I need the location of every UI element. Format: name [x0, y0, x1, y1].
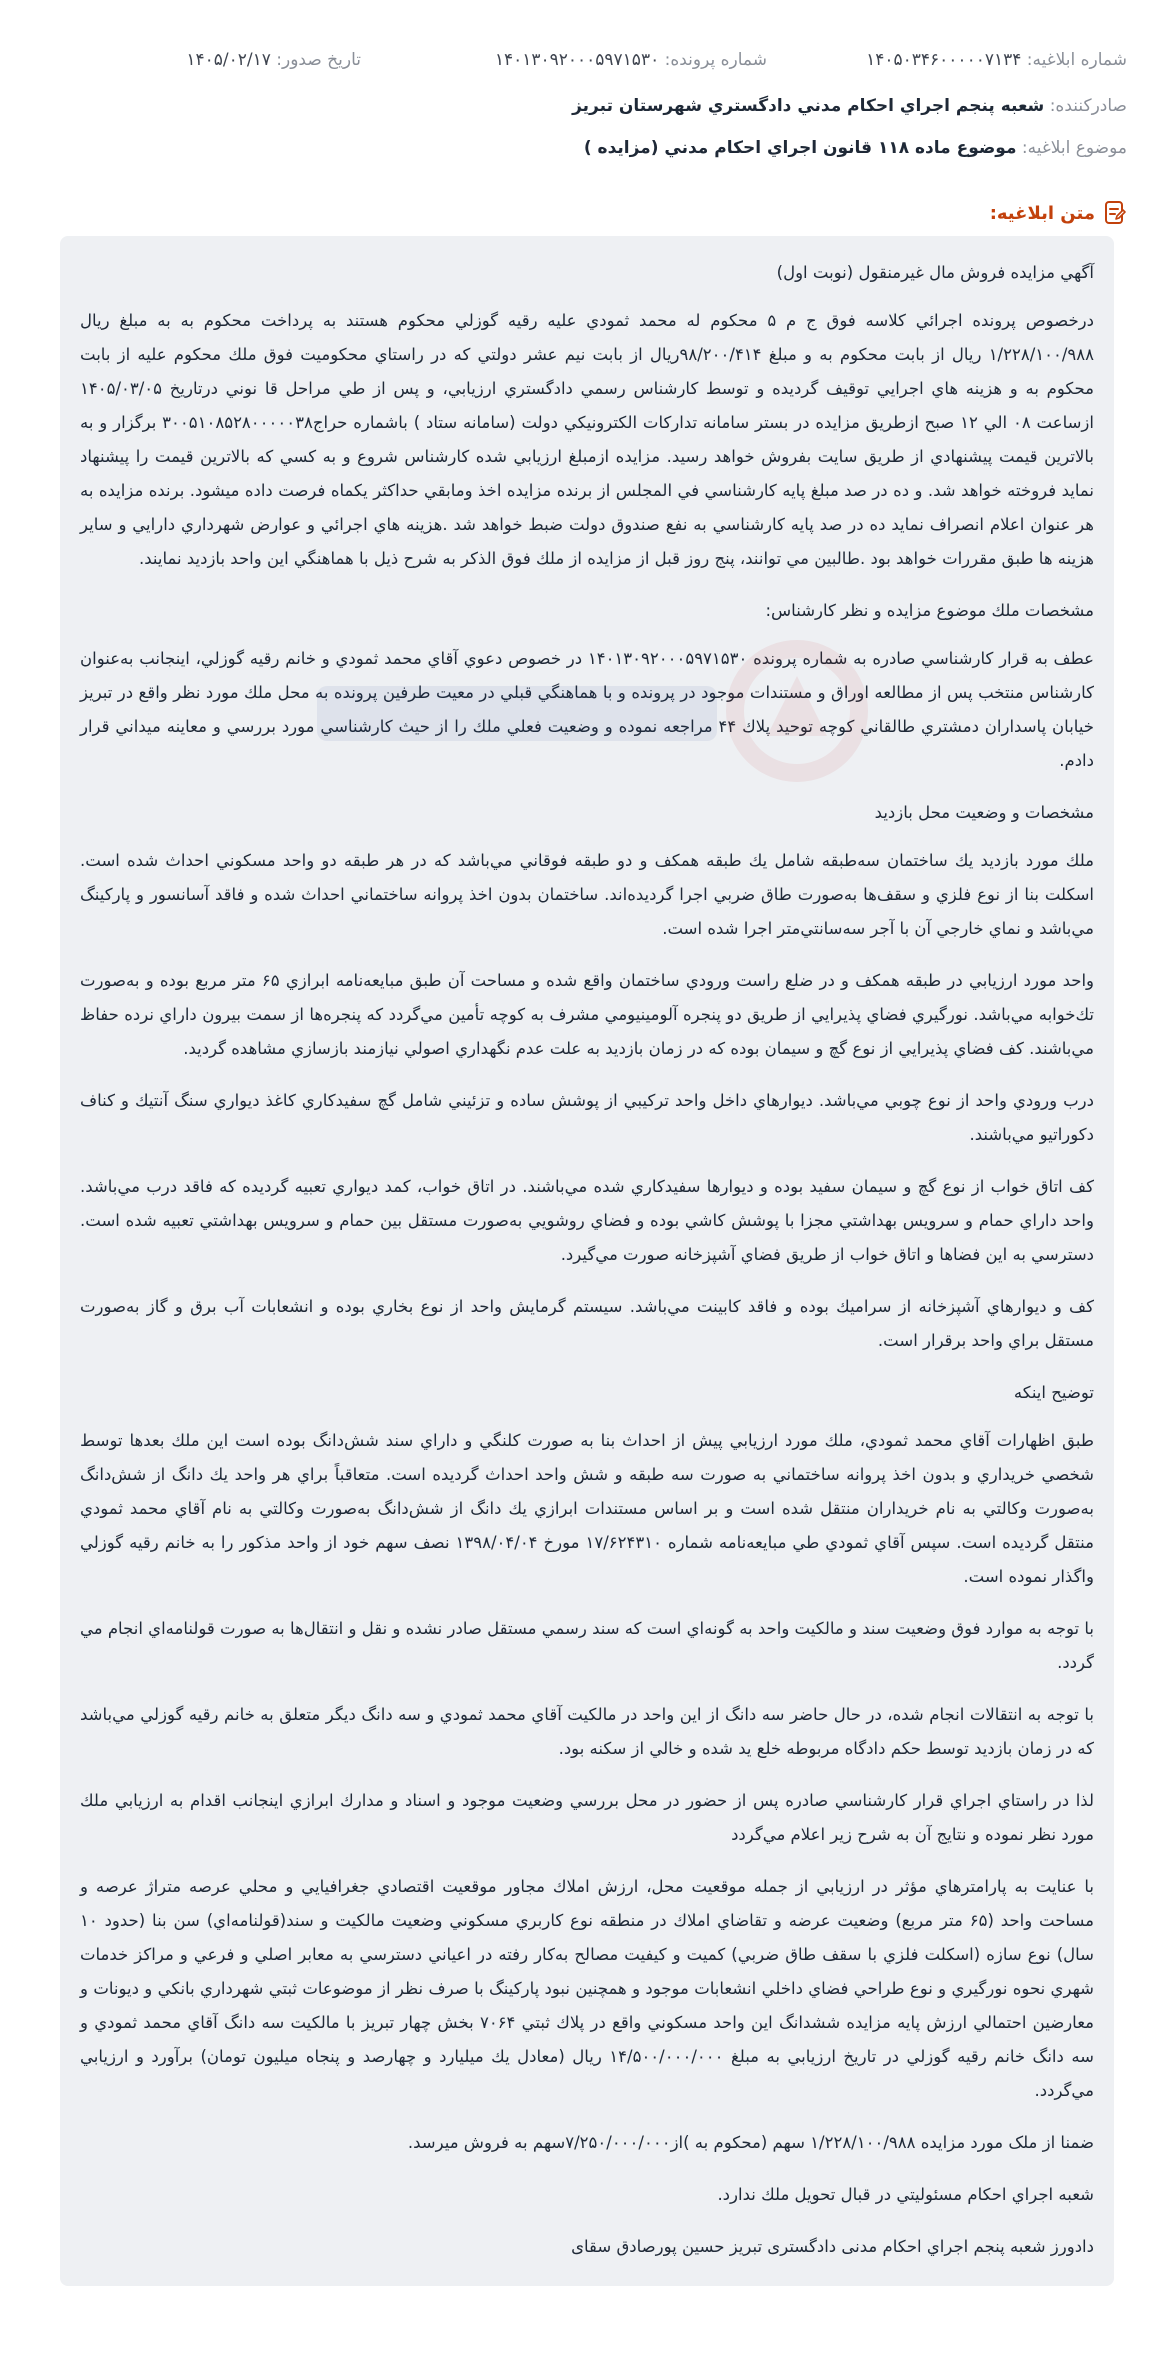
notice-paragraph: عطف به قرار كارشناسي صادره به شماره پرونده ۱۴۰۱۳۰۹۲۰۰۰۵۹۷۱۵۳۰ در خصوص دعوي آقاي محمد ثمودي و خانم رقيه گوزلي، اينجانب به‌عنوان كارشناس منتخب پس از مطالعه اوراق و مستندات موجود در پرونده و با هماهنگي قبلي در معيت طرفين پرونده به محل ملك مورد نظر واقع در تبريز خيابان پاسداران دمشتري طالقاني كوچه توحيد پلاك ۴۴ مراجعه نموده و وضعيت فعلي ملك را از حيث كارشناسي مورد بررسي و معاينه ميداني قرار دادم. [80, 649, 1094, 770]
notice-subheading: مشخصات و وضعيت محل بازديد [874, 803, 1094, 822]
issuer-value: شعبه پنجم اجراي احكام مدني دادگستري شهرستان تبريز [572, 96, 1045, 116]
notice-paragraph: ضمنا از ملک مورد مزايده ۱/۲۲۸/۱۰۰/۹۸۸ سهم (محکوم به )از۷/۲۵۰/۰۰۰/۰۰۰سهم به فروش ميرسد. [407, 2133, 1094, 2152]
notice-paragraph: شعبه اجراي احكام مسئوليتي در قبال تحويل ملك ندارد. [717, 2185, 1094, 2204]
notice-paragraph: كف اتاق خواب از نوع گچ و سيمان سفيد بوده و ديوارها سفيدكاري شده مي‌باشند. در اتاق خواب، كمد ديواري تعبيه گرديده كه فاقد درب مي‌باشد. واحد داراي حمام و سرويس بهداشتي مجزا با پوشش كاشي بوده و فضاي روشويي به‌صورت مستقل بين حمام و سرويس بهداشتي تعبيه شده است. دسترسي به اين فضاها و اتاق خواب از طريق فضاي آشپزخانه صورت مي‌گيرد. [80, 1177, 1094, 1264]
notice-paragraph: با توجه به موارد فوق وضعيت سند و مالكيت واحد به گونه‌اي است كه سند رسمي مستقل صادر نشده و نقل و انتقال‌ها به صورت قولنامه‌اي انجام مي گردد. [80, 1619, 1094, 1672]
notice-meta-row [47, 50, 1127, 80]
case-number [495, 50, 767, 70]
case-number-value: ۱۴۰۱۳۰۹۲۰۰۰۵۹۷۱۵۳۰ [494, 50, 660, 70]
subject-label: موضوع ابلاغیه: [1021, 138, 1127, 158]
notice-paragraph: واحد مورد ارزيابي در طبقه همكف و در ضلع راست ورودي ساختمان واقع شده و مساحت آن طبق مبايعه‌نامه ابرازي ۶۵ متر مربع بوده و به‌صورت تك‌خوابه مي‌باشد. نورگيري فضاي پذيرايي از طريق دو پنجره آلومينيومي مشرف به كوچه تأمين مي‌گردد كه پنجره‌ها از سمت بيرون داراي نرده حفاظ مي‌باشند. كف فضاي پذيرايي از نوع گچ و سيمان بوده كه در زمان بازديد به علت عدم نگهداري اصولي نيازمند بازسازي مشاهده گرديد. [80, 971, 1094, 1058]
issue-date [186, 50, 361, 70]
notice-paragraph: ملك مورد بازديد يك ساختمان سه‌طبقه شامل يك طبقه همكف و دو طبقه فوقاني مي‌باشد كه در هر طبقه دو واحد مسكوني احداث شده است. اسكلت بنا از نوع فلزي و سقف‌ها به‌صورت طاق ضربي اجرا گرديده‌اند. ساختمان بدون اخذ پروانه ساختماني احداث شده و فاقد آسانسور و پاركينگ مي‌باشد و نماي خارجي آن با آجر سه‌سانتي‌متر اجرا شده است. [80, 851, 1094, 938]
notice-paragraph: با توجه به انتقالات انجام شده، در حال حاضر سه دانگ از اين واحد در مالكيت آقاي محمد ثمودي و سه دانگ ديگر متعلق به خانم رقيه گوزلي مي‌باشد كه در زمان بازديد توسط حكم دادگاه مربوطه خلع يد شده و خالي از سكنه بود. [80, 1705, 1094, 1758]
subject-value: موضوع ماده ۱۱۸ قانون اجراي احكام مدني (مزايده ) [583, 138, 1017, 158]
notice-text-heading [990, 196, 1127, 230]
notice-number-value: ۱۴۰۵۰۳۴۶۰۰۰۰۰۷۱۳۴ [866, 50, 1022, 70]
issue-date-value: ۱۴۰۵/۰۲/۱۷ [186, 50, 271, 70]
notice-body [60, 236, 1114, 2286]
notice-subheading: مشخصات ملك موضوع مزايده و نظر كارشناس: [765, 601, 1094, 620]
notice-paragraph: كف و ديوارهاي آشپزخانه از سراميك بوده و فاقد كابينت مي‌باشد. سيستم گرمايش واحد از نوع بخاري بوده و انشعابات آب برق و گاز به‌صورت مستقل براي واحد برقرار است. [80, 1297, 1094, 1350]
issuer-line [47, 96, 1127, 116]
notice-text-title: متن ابلاغیه: [989, 202, 1095, 224]
notice-paragraph: با عنايت به پارامترهاي مؤثر در ارزيابي از جمله موقعيت محل، ارزش املاك مجاور موقعيت اقتصادي جغرافيايي و محلي عرصه متراژ عرصه و مساحت واحد (۶۵ متر مربع) وضعيت عرضه و تقاضاي املاك در منطقه نوع كاربري مسكوني وضعيت مالكيت و سند(قولنامه‌اي) سن بنا (حدود ۱۰ سال) نوع سازه (اسكلت فلزي با سقف طاق ضربي) كميت و كيفيت مصالح به‌كار رفته در اعياني دسترسي به معابر اصلي و فرعي و مراكز خدمات شهري نحوه نورگيري و نوع طراحي فضاي داخلي انشعابات موجود و همچنين نبود پاركينگ با صرف نظر از موضوعات ثبتي شهرداري بانكي و ديونات و معارضين احتمالي ارزش پايه مزايده ششدانگ اين واحد مسكوني واقع در پلاك ثبتي ۷۰۶۴ بخش چهار تبريز با مالكيت سه دانگ آقاي محمد ثمودي و سه دانگ خانم رقيه گوزلي در تاريخ ارزيابي به مبلغ ۱۴/۵۰۰/۰۰۰/۰۰۰ ريال (معادل يك ميليارد و چهارصد و پنجاه ميليون تومان) برآورد و ارزيابي مي‌گردد. [80, 1877, 1095, 2100]
notice-number [866, 50, 1127, 70]
case-number-label: شماره پرونده: [664, 50, 767, 70]
notice-subheading: آگهي مزايده فروش مال غيرمنقول (نوبت اول) [776, 263, 1094, 282]
notice-number-label: شماره ابلاغیه: [1026, 50, 1127, 70]
notice-paragraph: دادورز شعبه پنجم اجراي احكام مدنی دادگستری تبريز حسين پورصادق سقای [571, 2237, 1094, 2256]
notice-paragraphs [80, 256, 1094, 2264]
notice-paragraph: طبق اظهارات آقاي محمد ثمودي، ملك مورد ارزيابي پيش از احداث بنا به صورت كلنگي و داراي سند شش‌دانگ بوده است اين ملك بعدها توسط شخصي خريداري و بدون اخذ پروانه ساختماني به صورت سه طبقه و شش واحد احداث گرديده است. متعاقباً براي هر واحد يك دانگ از شش‌دانگ به‌صورت وكالتي به نام خريداران منتقل شده است و بر اساس مستندات ابرازي يك دانگ از شش‌دانگ به‌صورت وكالتي به نام آقاي محمد ثمودي منتقل گرديده است. سپس آقاي ثمودي طي مبايعه‌نامه شماره ۱۷/۶۲۴۳۱۰ مورخ ۱۳۹۸/۰۴/۰۴ نصف سهم خود از واحد مذكور را به خانم رقيه گوزلي واگذار نموده است. [80, 1431, 1094, 1586]
issuer-label: صادرکننده: [1049, 96, 1127, 116]
notice-paragraph: لذا در راستاي اجراي قرار كارشناسي صادره پس از حضور در محل بررسي وضعيت موجود و اسناد و مدارك ابرازي اينجانب اقدام به ارزيابي ملك مورد نظر نموده و نتايج آن به شرح زير اعلام مي‌گردد [80, 1791, 1094, 1844]
document-icon [1103, 200, 1127, 226]
subject-line [47, 138, 1127, 158]
notice-subheading: توضيح اينكه [1013, 1383, 1094, 1402]
issue-date-label: تاریخ صدور: [276, 50, 361, 70]
notice-paragraph: درب ورودي واحد از نوع چوبي مي‌باشد. ديوارهاي داخل واحد تركيبي از پوشش ساده و تزئيني شامل گچ سفيدكاري كاغذ ديواري سنگ آنتيك و كناف دكوراتيو مي‌باشند. [80, 1091, 1094, 1144]
notice-paragraph: درخصوص پرونده اجرائي كلاسه فوق ج م ۵ محكوم له محمد ثمودي عليه رقيه گوزلي محكوم هستند به پرداخت محكوم به به مبلغ ريال ۱/۲۲۸/۱۰۰/۹۸۸ ريال از بابت محكوم به و مبلغ ۹۸/۲۰۰/۴۱۴ريال از بابت نيم عشر دولتي كه در راستاي محكوميت فوق ملك محكوم عليه از بابت محكوم به و هزينه هاي اجرايي توقيف گرديده و توسط كارشناس رسمي دادگستري ارزيابي، و پس از طي مراحل قا نوني درتاريخ ۱۴۰۵/۰۳/۰۵ ازساعت ۰۸ الي ۱۲ صبح ازطريق مزايده در بستر سامانه تداركات الكترونيكي دولت (سامانه ستاد ) باشماره حراج۳۰۰۵۱۰۸۵۲۸۰۰۰۰۰۳۸ برگزار و به بالاترين قيمت پيشنهادي از طريق سايت بفروش خواهد رسيد. مزايده ازمبلغ ارزيابي شده كارشناس شروع و به كسي كه بالاترين قيمت را پيشنهاد نمايد فروخته خواهد شد. و ده در صد مبلغ پايه كارشناسي في المجلس از برنده مزايده اخذ ومابقي حداكثر يكماه فرصت داده ميشود. برنده مزايده به هر عنوان اعلام انصراف نمايد ده در صد پايه كارشناسي به نفع صندوق دولت ضبط خواهد شد .هزينه هاي اجرائي و عوارض شهرداري دارايي و ساير هزينه ها طبق مقررات خواهد بود .طالبين مي توانند، پنج روز قبل از مزايده از ملك فوق الذكر به شرح ذيل با هماهنگي اين واحد بازديد نمايند. [80, 311, 1094, 568]
